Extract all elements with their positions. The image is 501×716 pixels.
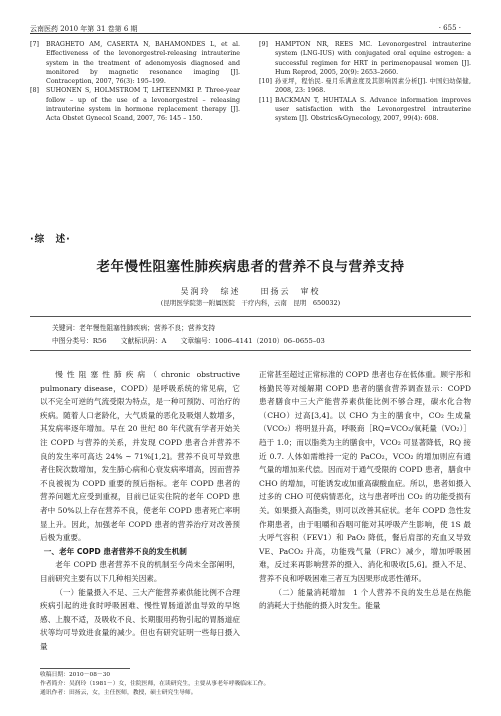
reference-item (30, 86, 240, 123)
article-authors: 吴润玲 综述 田扬云 审校 (180, 287, 321, 296)
meta-rule-bottom (30, 350, 471, 351)
reference-item (259, 77, 471, 96)
article-title: 老年慢性阻塞性肺疾病患者的营养不良与营养支持 (96, 259, 405, 275)
footnote-received: 收稿日期：2010－08－30 (40, 672, 111, 678)
body-paragraph: 正常甚至超过正常标准的 COPD 患者也存在低体重。顾宇彤和杨勤民等对缓解期 COPD 患者的膳食营养调查显示：COPD 患者膳食中三大产能营养素供能比例不够合理，碳水化合物（CHO）过高[3,4]。以 CHO 为主的膳食中，CO₂ 生成量（VCO₂）将明显升高，呼吸商［RQ=VCO₂/氧耗量（VO₂）］趋于 1.0；而以脂类为主的膳食中，VCO₂ 可显著降低，RQ 接近 0.7. 人体如需维持一定的 PaCO₂，VCO₂ 的增加则应有通气量的增加来代偿。因而对于通气受限的 COPD 患者，膳食中 CHO 的增加，可能诱发或加重高碳酸血症。所以，患者如摄入过多的 CHO 可使病情恶化，这与患者呼出 CO₂ 的功能受损有关。如果摄入高脂类，则可以改善其症状。老年 COPD 急性发作期患者，由于咀嚼和吞咽可能对其呼吸产生影响，使 1S 最大呼气容积（FEV1）和 PaO₂ 降低，餐后肩部的充血又导致 VE、PaCO₂ 升高，功能残气量（FRC）减少，增加呼吸困难，反过来再影响营养的摄入、消化和吸收[5,6]。摄入不足、营养不良和呼吸困难三者互为因果形成恶性循环。 (259, 370, 471, 583)
body-left-column (40, 368, 248, 653)
document-code: 文献标识码：A (120, 337, 167, 345)
reference-text: SUHONEN S, HOLMSTROM T, LHTEENMKI P. Three-year follow – up of the use of a levonorgestrel – releasing intrauterine system in hormone replacement therapy [J]. Acta Obstet Gynecol Scand, 2007, 76: 145 – 150. (46, 87, 240, 123)
body-paragraph: （一）能量摄入不足、三大产能营养素供能比例不合理 疾病引起的进食时呼吸困难、慢性胃肠道淤血导致的早饱感、上腹不适，及吸收不良、长期服用药物引起的胃肠道症状等均可导致进食量的减少。但也有研究证明一些每日摄入量 (40, 587, 248, 651)
reference-text: BACKMAN T, HUHTALA S. Advance information improves user satisfaction with the Levonorgestrel intrauterine system [J]. Obstrics&Gynecology, 2007, 99(4): 608. (275, 96, 471, 123)
reference-item (259, 96, 471, 124)
article-affiliation: (昆明医学院第一附属医院 干疗内科，云南 昆明 650032) (160, 299, 341, 307)
reference-item (30, 40, 240, 86)
footnote-correspondence: 通讯作者：田扬云，女，主任医师，教授，硕士研究生导师。 (40, 690, 197, 696)
clc-number: 中图分类号：R56 (52, 337, 107, 345)
reference-text: HAMPTON NR, REES MC. Levonorgestrel intrauterine system (LNG-IUS) with conjugated oral equine estrogen: a successful regimen for HRT in perimenopausal women [J]. Hum Reprod, 2005, 20(9): 2653–2660. (275, 41, 471, 76)
article-number: 文章编号：1006–4141（2010）06–0655–03 (180, 337, 325, 345)
body-paragraph: 慢性阻塞性肺疾病（chronic obstructive pulmonary disease，COPD）是呼吸系统的常见病，它以不完全可逆的气流受限为特点，是一种可预防、可治疗的疾病。随着人口老龄化，大气质量的恶化及吸烟人数增多，其发病率逐年增加。早在 20 世纪 80 年代就有学者开始关注 COPD 与营养的关系，并发现 COPD 患者合并营养不良的发生率可高达 24% ~ 71%[1,2]。营养不良可导致患者住院次数增加，发生肺心病和心衰发病率增高，因而营养不良被视为 COPD 重要的预后指标。老年 COPD 患者的营养问题尤应受到重视，目前已证实住院的老年 COPD 患者中 50%以上存在营养不良，使老年 COPD 患者死亡率明显上升。因此，加强老年 COPD 患者的营养治疗对改善预后极为重要。 (40, 370, 240, 543)
reference-number: [9] (259, 41, 268, 48)
footnotes (40, 671, 340, 698)
classification-line (52, 335, 337, 345)
reference-text: 孙亚坪，程怡民. 曼月乐满意度及其影响因素分析[J]. 中国妇幼保健, 2008, 23: 1968. (275, 78, 471, 95)
reference-number: [8] (30, 87, 39, 95)
meta-rule-top (30, 316, 471, 317)
running-header-journal: 云南医药 2010 年第 31 卷第 6 期 (30, 25, 138, 33)
reference-text: BRAGHETO AM, CASERTA N, BAHAMONDES L, et al. Effectiveness of the levonorgestrel-releasing intrauterine system in the treatment of adenomyosis diagnosed and monitored by magnetic resonance imaging [J]. Contraception, 2007, 76(3): 195–199. (46, 41, 240, 86)
body-paragraph: （二）能量消耗增加 1 个人营养不良的发生总是在热能的消耗大于热能的摄入时发生。能量 (259, 587, 471, 611)
references-right-column (259, 40, 471, 124)
references-left-column (30, 40, 240, 124)
reference-number: [11] (259, 96, 272, 104)
footnote-rule (40, 668, 130, 669)
reference-item (259, 40, 471, 77)
reference-number: [7] (30, 41, 39, 48)
body-right-column (259, 368, 471, 613)
running-header-page: · 655 · (438, 24, 461, 32)
footnote-author: 作者简介：吴润玲（1981－）女，住院医师，在读研究生，主要从事老年呼吸临床工作。 (40, 681, 270, 687)
header-rule (30, 33, 471, 34)
body-paragraph: 老年 COPD 患者营养不良的机制至今尚未全部阐明，目前研究主要有以下几种相关因素。 (40, 560, 240, 583)
section-tag: ·综 述· (30, 234, 71, 245)
keywords-line: 关键词：老年慢性阻塞性肺疾病；营养不良；营养支持 (52, 324, 216, 332)
reference-number: [10] (259, 78, 272, 86)
section-heading: 一、老年 COPD 患者营养不良的发生机制 (43, 546, 187, 556)
